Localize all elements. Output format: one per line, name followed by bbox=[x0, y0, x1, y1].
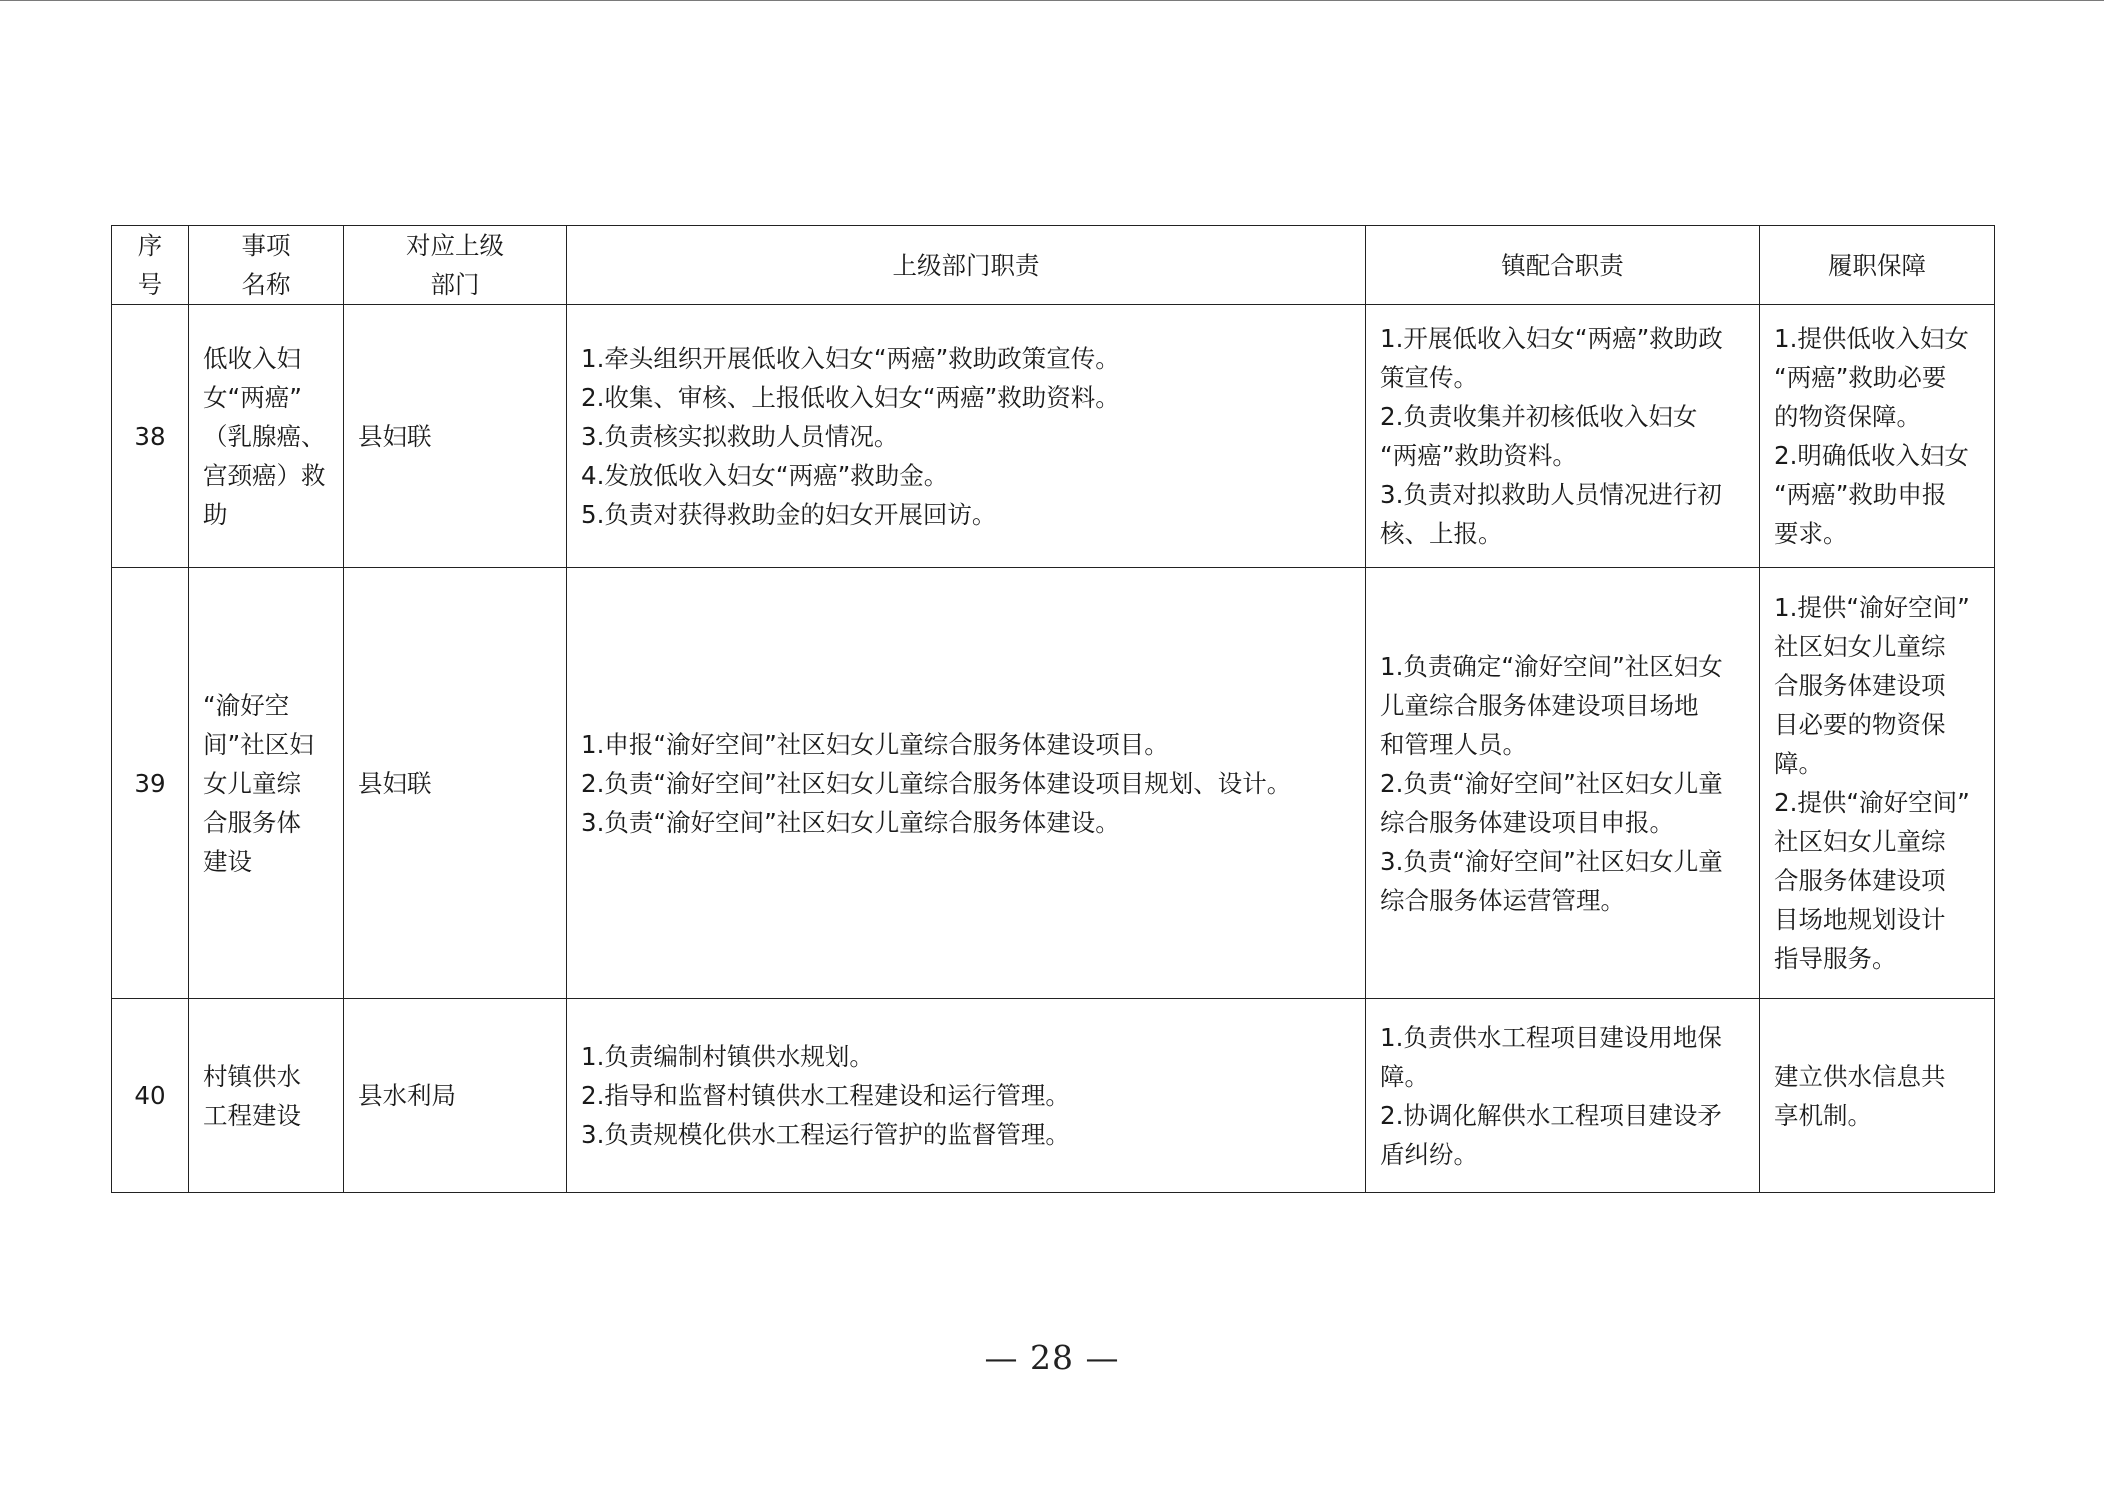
row-number: 38 bbox=[112, 305, 189, 568]
page-number: — 28 — bbox=[984, 1338, 1120, 1377]
town-duty: 1.负责确定“渝好空间”社区妇女 儿童综合服务体建设项目场地 和管理人员。 2.负责“渝好空间”社区妇女儿童 综合服务体建设项目申报。 3.负责“渝好空间”社区妇女儿童 综合服务体运营管理。 bbox=[1366, 568, 1760, 999]
header-guarantee: 履职保障 bbox=[1760, 226, 1995, 305]
header-town-duty: 镇配合职责 bbox=[1366, 226, 1760, 305]
table-header-row bbox=[112, 226, 1995, 305]
header-item-name: 事项 名称 bbox=[189, 226, 344, 305]
town-duty: 1.开展低收入妇女“两癌”救助政 策宣传。 2.负责收集并初核低收入妇女 “两癌”救助资料。 3.负责对拟救助人员情况进行初 核、上报。 bbox=[1366, 305, 1760, 568]
item-name: “渝好空 间”社区妇 女儿童综 合服务体 建设 bbox=[189, 568, 344, 999]
header-upper-duty: 上级部门职责 bbox=[567, 226, 1366, 305]
table-row bbox=[112, 568, 1995, 999]
guarantee: 1.提供“渝好空间” 社区妇女儿童综 合服务体建设项 目必要的物资保 障。 2.提供“渝好空间” 社区妇女儿童综 合服务体建设项 目场地规划设计 指导服务。 bbox=[1760, 568, 1995, 999]
page-top-border bbox=[0, 0, 2104, 1]
item-name: 低收入妇 女“两癌” （乳腺癌、 宫颈癌）救 助 bbox=[189, 305, 344, 568]
header-num: 序 号 bbox=[112, 226, 189, 305]
upper-dept: 县妇联 bbox=[344, 568, 567, 999]
town-duty: 1.负责供水工程项目建设用地保 障。 2.协调化解供水工程项目建设矛 盾纠纷。 bbox=[1366, 999, 1760, 1193]
guarantee: 建立供水信息共 享机制。 bbox=[1760, 999, 1995, 1193]
upper-dept: 县妇联 bbox=[344, 305, 567, 568]
row-number: 39 bbox=[112, 568, 189, 999]
upper-duty: 1.负责编制村镇供水规划。 2.指导和监督村镇供水工程建设和运行管理。 3.负责规模化供水工程运行管护的监督管理。 bbox=[567, 999, 1366, 1193]
guarantee: 1.提供低收入妇女 “两癌”救助必要 的物资保障。 2.明确低收入妇女 “两癌”救助申报 要求。 bbox=[1760, 305, 1995, 568]
table-row bbox=[112, 999, 1995, 1193]
upper-duty: 1.申报“渝好空间”社区妇女儿童综合服务体建设项目。 2.负责“渝好空间”社区妇女儿童综合服务体建设项目规划、设计。 3.负责“渝好空间”社区妇女儿童综合服务体建设。 bbox=[567, 568, 1366, 999]
header-upper-dept: 对应上级 部门 bbox=[344, 226, 567, 305]
upper-duty: 1.牵头组织开展低收入妇女“两癌”救助政策宣传。 2.收集、审核、上报低收入妇女“两癌”救助资料。 3.负责核实拟救助人员情况。 4.发放低收入妇女“两癌”救助金。 5.负责对获得救助金的妇女开展回访。 bbox=[567, 305, 1366, 568]
row-number: 40 bbox=[112, 999, 189, 1193]
responsibility-table bbox=[111, 225, 1995, 1193]
item-name: 村镇供水 工程建设 bbox=[189, 999, 344, 1193]
table-row bbox=[112, 305, 1995, 568]
upper-dept: 县水利局 bbox=[344, 999, 567, 1193]
